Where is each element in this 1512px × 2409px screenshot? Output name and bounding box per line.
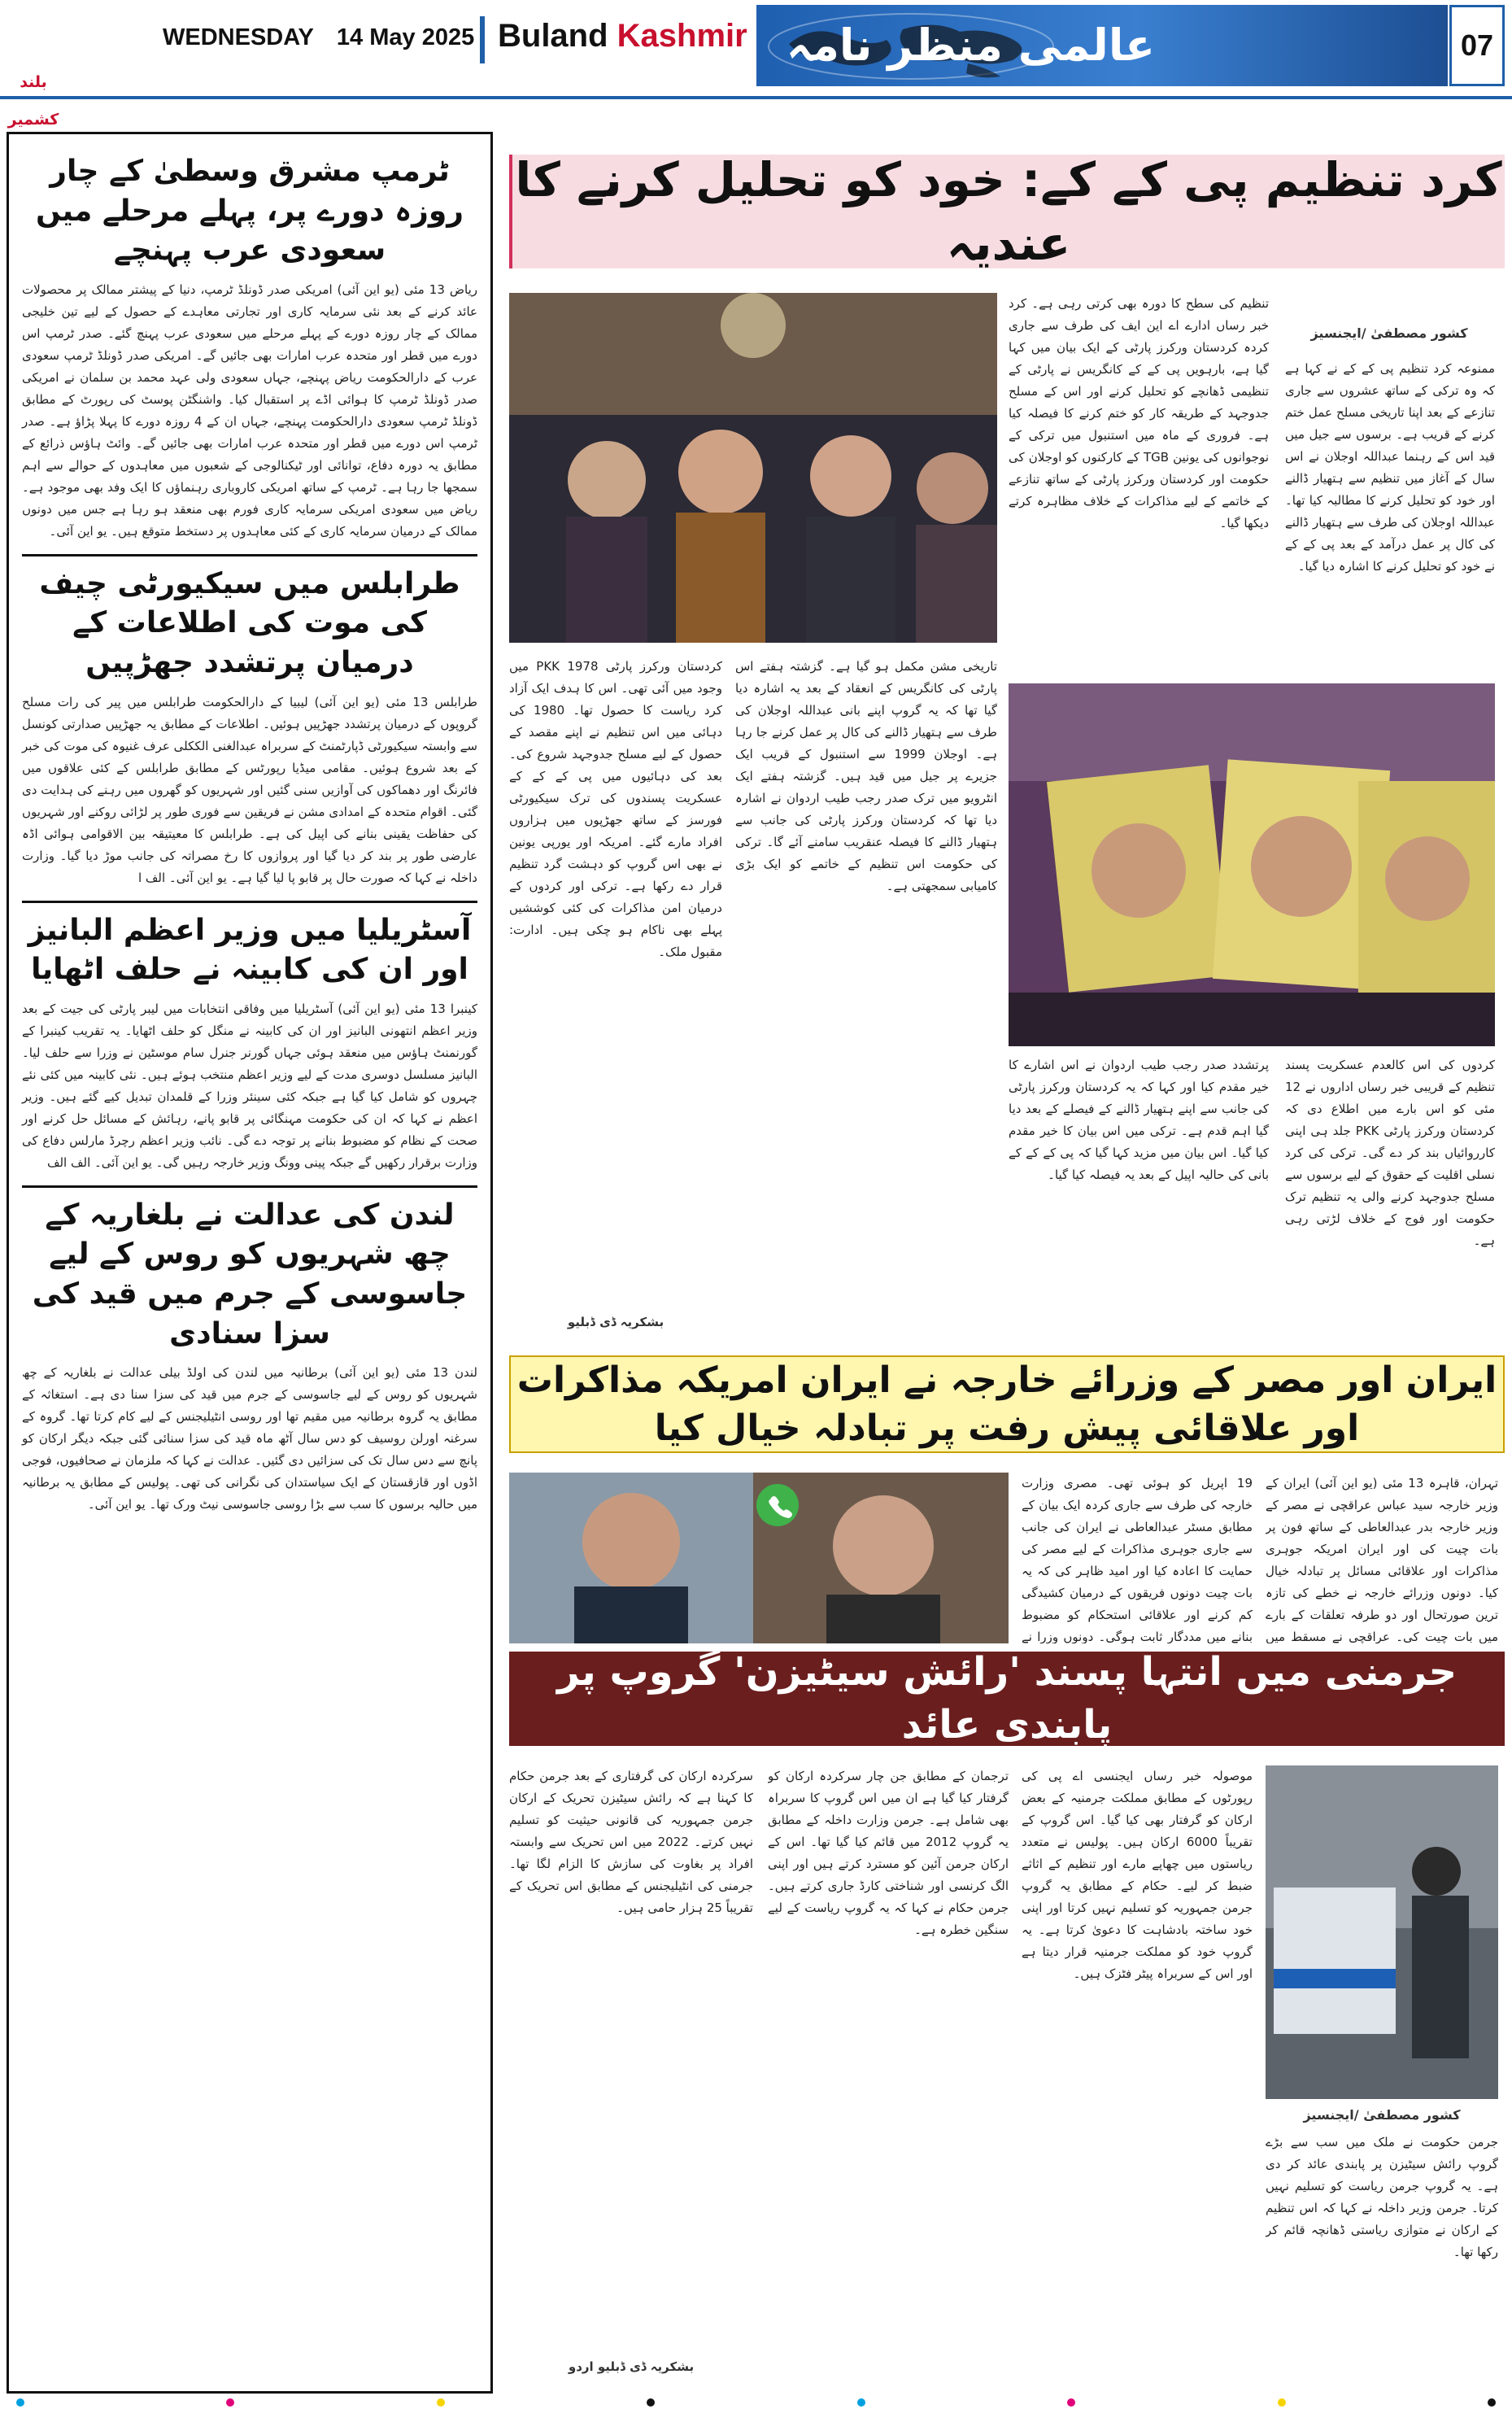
text-iran-col2: 19 اپریل کو ہوئی تھی۔ مصری وزارت خارجہ کی طرف سے جاری کردہ ایک بیان کے مطابق مسٹر عبدالعاطی نے ایران کی جانب سے جاری جوہری مذاکرات کے لیے مصر کی حمایت کا اعادہ کیا اور امید ظاہر کی کہ یہ بات چیت دونوں فریقوں کے درمیان کشیدگی کم کرنے اور علاقائی استحکام کو مضبوط بنانے میں مددگار ثابت ہوگی۔ دونوں وزرا نے xyxy=(1022,1476,1253,1643)
body-australia-cabinet: کینبرا 13 مئی (یو این آئی) آسٹریلیا میں وفاقی انتخابات میں لیبر پارٹی کی جیت کے بعد وزیر اعظم انتھونی البانیز اور ان کی کابینہ نے منگل کو حلف اٹھایا۔ یہ تقریب کینبرا کے گورنمنٹ ہاؤس میں منعقد ہوئی جہاں گورنر جنرل سام موسٹین نے وزرا سے حلف لیا۔ البانیز مسلسل دوسری مدت کے لیے وزیر اعظم منتخب ہوئے ہیں۔ نئی کابینہ میں کئی نئے چہروں کو شامل کیا گیا ہے جبکہ کئی سینئر وزرا کے قلمدان تبدیل کیے گئے ہیں۔ وزیر اعظم نے کہا کہ ان کی حکومت مہنگائی پر قابو پانے، رہائش کے مسائل حل کرنے اور صحت کے نظام کو مضبوط بنانے پر توجہ دے گی۔ نائب وزیر اعظم رچرڈ مارلس دفاع کی وزارت برقرار رکھیں گے جبکہ پینی وونگ وزیر خارجہ رہیں گی۔ یو این آئی۔ الف الف xyxy=(22,1001,477,1170)
text-iran-col1: تہران، قاہرہ 13 مئی (یو این آئی) ایران کے وزیر خارجہ سید عباس عراقچی نے مصر کے وزیر خارجہ بدر عبدالعاطی کے ساتھ فون پر بات چیت کی اور ایران امریکہ جوہری مذاکرات اور علاقائی مسائل پر تبادلہ خیال کیا۔ دونوں وزرائے خارجہ نے خطے کی تازہ ترین صورتحال اور دو طرفہ تعلقات کے بارے میں بات چیت کی۔ عراقچی نے مسقط میں xyxy=(1266,1476,1498,1643)
byline-germany: کشور مصطفیٰ /ایجنسیز xyxy=(1303,2107,1461,2123)
registration-dot xyxy=(647,2398,655,2407)
credit-germany: بشکریہ ڈی ڈبلیو اردو xyxy=(568,2359,695,2374)
column-separator xyxy=(22,1185,477,1188)
ministers-photo-icon xyxy=(509,1473,1009,1643)
text-pkk-col4: کردوں کی اس کالعدم عسکریت پسند تنظیم کے قریبی خبر رساں اداروں نے 12 مئی کو اس بارے میں اطلاع دی کہ کردستان ورکرز پارٹی PKK جلد ہی اپنی کارروائیاں بند کر دے گی۔ ترکی کی کرد نسلی اقلیت کے حقوق کے لیے برسوں سے مسلح جدوجہد کرنے والی یہ تنظیم ترک حکومت اور فوج کے خلاف لڑتی رہی ہے۔ xyxy=(1285,1058,1495,1248)
page-number: 07 xyxy=(1449,5,1505,86)
text-pkk-col5: تاریخی مشن مکمل ہو گیا ہے۔ گزشتہ ہفتے اس پارٹی کی کانگریس کے انعقاد کے بعد یہ اشارہ دیا گیا تھا کہ یہ گروپ اپنے بانی عبداللہ اوجلان کی طرف سے ہتھیار ڈالنے کی کال پر عمل کرنے جا رہا ہے۔ اوجلان 1999 سے استنبول کے قریب ایک جزیرے پر جیل میں قید ہیں۔ گزشتہ ہفتے ایک انٹرویو میں ترک صدر رجب طیب اردوان نے اشارہ دیا تھا کہ کردستان ورکرز پارٹی کی جانب سے ہتھیار ڈالنے کا فیصلہ عنقریب سامنے آئے گا۔ ترکی کی حکومت اس تنظیم کے خاتمے کو ایک بڑی کامیابی سمجھتی ہے۔ xyxy=(735,659,997,893)
paper-name xyxy=(498,18,747,55)
paper-name-part2: Kashmir xyxy=(617,18,747,54)
crowd-photo-icon xyxy=(509,293,997,643)
text-germany-col2: موصولہ خبر رساں ایجنسی اے پی کی رپورٹوں کے مطابق مملکت جرمنیہ کے بعض ارکان کو گرفتار بھی کیا گیا۔ اس گروپ کے تقریباً 6000 ارکان ہیں۔ پولیس نے متعدد ریاستوں میں چھاپے مارے اور تنظیم کے اثاثے ضبط کر لیے۔ حکام کے مطابق یہ گروپ جرمن جمہوریہ کو تسلیم نہیں کرتا اور اپنی خود ساختہ بادشاہت کا دعویٰ کرتا ہے۔ یہ گروپ خود کو مملکت جرمنیہ قرار دیتا ہے اور اس کے سربراہ پیٹر فٹزک ہیں۔ xyxy=(1022,1769,1253,1981)
weekday: WEDNESDAY xyxy=(163,24,314,50)
date-text: 14 May 2025 xyxy=(336,24,475,50)
credit-pkk: بشکریہ ڈی ڈبلیو xyxy=(567,1315,664,1329)
publication-date xyxy=(163,24,490,51)
photo-ocalan-posters xyxy=(1009,683,1495,1046)
left-news-column xyxy=(7,132,493,2394)
body-trump-visit: ریاض 13 مئی (یو این آئی) امریکی صدر ڈونلڈ ٹرمپ، دنیا کے پیشتر ممالک پر محصولات عائد کرنے کے بعد نئی سرمایہ کاری اور تجارتی معاہدے کے حصول کے لیے تین خلیجی ممالک کے چار روزہ دورے کے پہلے مرحلے میں سعودی عرب پہنچ گئے۔ صدر ٹرمپ اس دورے میں قطر اور متحدہ عرب امارات بھی جائیں گے۔ امریکی صدر ڈونلڈ ٹرمپ سعودی عرب کے دارالحکومت ریاض پہنچے، جہاں سعودی ولی عہد محمد بن سلمان نے امریکی صدر ڈونلڈ ٹرمپ کا ہوائی اڈے پر استقبال کیا۔ واشنگٹن پوسٹ کی رپورٹ کے مطابق ڈونلڈ ٹرمپ سعودی دارالحکومت پہنچے، جہاں ان کے 4 روزہ دورے کا پہلا پڑاؤ ہے۔ صدر ٹرمپ اس دورے میں قطر اور متحدہ عرب امارات بھی جائیں گے۔ وائٹ ہاؤس ذرائع کے مطابق یہ دورہ دفاع، توانائی اور ٹیکنالوجی کے شعبوں میں معاہدوں کے حوالے سے اہم سمجھا جا رہا ہے۔ ٹرمپ کے ساتھ امریکی کاروباری رہنماؤں کا ایک وفد بھی موجود ہے۔ ریاض میں سعودی امریکی سرمایہ کاری فورم بھی منعقد ہو رہا ہے جس میں دونوں ممالک کے درمیان سرمایہ کاری کے کئی معاہدوں پر دستخط متوقع ہیں۔ یو این آئی۔ xyxy=(22,281,477,539)
column-separator xyxy=(22,554,477,556)
color-registration-bar xyxy=(0,2398,1512,2409)
column-separator xyxy=(22,901,477,903)
police-photo-icon xyxy=(1266,1765,1498,2099)
header-rule xyxy=(0,96,1512,99)
text-germany-col1: جرمن حکومت نے ملک میں سب سے بڑے گروپ رائش سیٹیزن پر پابندی عائد کر دی ہے۔ یہ گروپ جرمن ریاست کو تسلیم نہیں کرتا۔ جرمن وزیر داخلہ نے کہا کہ اس تنظیم کے ارکان نے متوازی ریاستی ڈھانچہ قائم کر رکھا تھا۔ xyxy=(1266,2135,1498,2259)
registration-dot xyxy=(857,2398,865,2407)
text-pkk-col3: پرتشدد صدر رجب طیب اردوان نے اس اشارے کا خیر مقدم کیا اور کہا کہ یہ کردستان ورکرز پارٹی کی جانب سے اپنے ہتھیار ڈالنے کے فیصلے کے بعد دیا گیا اہم قدم ہے۔ ترکی میں اس بیان کا خیر مقدم کیا گیا۔ اس بیان میں مزید کہا گیا کہ پی کے کے کے بانی کی حالیہ اپیل کے بعد یہ فیصلہ کیا گیا۔ xyxy=(1009,1058,1269,1182)
headline-trump-visit: ٹرمپ مشرق وسطیٰ کے چار روزہ دورے پر، پہلے مرحلے میں سعودی عرب پہنچے xyxy=(35,155,464,268)
headline-box-germany xyxy=(509,1649,1505,1748)
posters-photo-icon xyxy=(1009,683,1495,1046)
photo-kurdish-gathering xyxy=(509,293,997,643)
text-pkk-col6: کردستان ورکرز پارٹی PKK 1978 میں وجود میں آئی تھی۔ اس کا ہدف ایک آزاد کرد ریاست کا حصول تھا۔ 1980 کی دہائی میں اس تنظیم نے اپنے مقصد کے حصول کے لیے مسلح جدوجہد شروع کی۔ بعد کی دہائیوں میں پی کے کے کے عسکریت پسندوں کی ترک سیکیورٹی فورسز کے ساتھ جھڑپوں میں ہزاروں افراد مارے گئے۔ امریکہ اور یورپی یونین نے بھی اس گروپ کو دہشت گرد تنظیم قرار دے رکھا ہے۔ ترکی اور کردوں کے درمیان امن مذاکرات کی کئی کوششیں پہلے بھی ناکام ہو چکی ہیں۔ ادارت: مقبول ملک۔ xyxy=(509,659,722,959)
newspaper-logo: بلند کشمیر xyxy=(7,73,59,129)
photo-german-police xyxy=(1266,1765,1498,2099)
headline-germany: جرمنی میں انتہا پسند 'رائش سیٹیزن' گروپ پر پابندی عائد xyxy=(556,1649,1458,1748)
headline-australia-cabinet: آسٹریلیا میں وزیر اعظم البانیز اور ان کی کابینہ نے حلف اٹھایا xyxy=(28,913,472,987)
text-pkk-col2: تنظیم کی سطح کا دورہ بھی کرتی رہی ہے۔ کرد خبر رساں ادارے اے این ایف کی طرف سے جاری کردہ کردستان ورکرز پارٹی کے ایک بیان میں کہا گیا ہے، بارہویں پی کے کے کانگریس نے پارٹی کے تنظیمی ڈھانچے کو تحلیل کرنے اور اس کے مسلح جدوجہد کے طریقہ کار کو ختم کرنے کا فیصلہ کیا ہے۔ فروری کے ماہ میں استنبول میں ترکی کے نوجوانوں کی یونین TGB کے کارکنوں کو اوجلان کی حکومت اور کردستان ورکرز پارٹی کے ساتھ تنازعے کے خاتمے کے لیے مذاکرات کے خلاف مظاہرہ کرتے دیکھا گیا۔ xyxy=(1009,296,1269,530)
registration-dot xyxy=(16,2398,24,2407)
ministers-photo-frame xyxy=(509,1473,1009,1643)
headline-iran-egypt: ایران اور مصر کے وزرائے خارجہ نے ایران امریکہ مذاکرات اور علاقائی پیش رفت پر تبادلہ خیال کیا xyxy=(516,1359,1497,1449)
section-title: عالمی منظر نامہ xyxy=(786,20,1155,71)
headline-box-iran-egypt xyxy=(509,1355,1505,1453)
registration-dot xyxy=(1278,2398,1286,2407)
headline-pkk: کرد تنظیم پی کے کے: خود کو تحلیل کرنے کا عندیہ xyxy=(515,151,1502,271)
byline-pkk: کشور مصطفیٰ /ایجنسیز xyxy=(1310,325,1468,341)
body-tripoli-clashes: طرابلس 13 مئی (یو این آئی) لیبیا کے دارالحکومت طرابلس میں پیر کی رات مسلح گروپوں کے درمیان پرتشدد جھڑپیں ہوئیں۔ اطلاعات کے مطابق یہ جھڑپیں صدارتی کونسل سے وابستہ سیکیورٹی ڈپارٹمنٹ کے سربراہ عبدالغنی الککلی عرف غنیوہ کی موت کی خبر کے بعد شروع ہوئیں۔ مقامی میڈیا رپورٹس کے مطابق طرابلس کے کئی علاقوں میں فائرنگ اور دھماکوں کی آوازیں سنی گئیں اور شہریوں کو گھروں میں رہنے کی ہدایت دی گئی۔ اقوام متحدہ کے امدادی مشن نے فریقین سے فوری طور پر لڑائی روکنے اور شہریوں کی حفاظت یقینی بنانے کی اپیل کی ہے۔ طرابلس کا معیتیقہ بین الاقوامی ہوائی اڈہ عارضی طور پر بند کر دیا گیا اور پروازوں کا رخ مصراتہ کی جانب موڑ دیا گیا۔ وزارت داخلہ نے کہا کہ صورت حال پر قابو پا لیا گیا ہے۔ یو این آئی۔ الف ا xyxy=(22,694,477,885)
registration-dot xyxy=(437,2398,445,2407)
text-pkk-col1: ممنوعہ کرد تنظیم پی کے کے نے کہا ہے کہ وہ ترکی کے ساتھ عشروں سے جاری تنازعے کے بعد اپنا تاریخی مسلح عمل ختم کرنے کے قریب ہے۔ برسوں سے جیل میں قید اس کے رہنما عبداللہ اوجلان نے اس سال کے آغاز میں تنظیم سے ہتھیار ڈالنے اور خود کو تحلیل کرنے کا مطالبہ کیا تھا۔ عبداللہ اوجلان کی طرف سے ہتھیار ڈالنے کی کال پر عمل درآمد کے بعد پی کے کے نے خود کو تحلیل کرنے کا اشارہ دیا گیا۔ xyxy=(1285,361,1495,574)
headline-tripoli-clashes: طرابلس میں سیکیورٹی چیف کی موت کی اطلاعات کے درمیان پرتشدد جھڑپیں xyxy=(39,566,460,679)
headline-london-spies: لندن کی عدالت نے بلغاریہ کے چھ شہریوں کو روس کے لیے جاسوسی کے جرم میں قید کی سزا سنادی xyxy=(32,1198,468,1351)
header-divider xyxy=(480,16,485,63)
registration-dot xyxy=(1067,2398,1075,2407)
body-london-spies: لندن 13 مئی (یو این آئی) برطانیہ میں لندن کی اولڈ بیلی عدالت نے بلغاریہ کے چھ شہریوں کو روس کے لیے جاسوسی کے جرم میں قید کی سزا سنا دی ہے۔ استغاثہ کے مطابق یہ گروہ برطانیہ میں مقیم تھا اور روسی انٹیلیجنس کے لیے کام کرتا تھا۔ گروہ کے سرغنہ اورلن روسیف کو دس سال آٹھ ماہ قید کی سزا سنائی گئی جبکہ دیگر ارکان کو پانچ سے دس سال تک کی سزائیں دی گئیں۔ عدالت نے کہا کہ ملزمان نے صحافیوں، فوجی اڈوں اور قازقستان کے ایک سیاستدان کی نگرانی کی تھی۔ پولیس کے مطابق یہ برطانیہ میں حالیہ برسوں کا سب سے بڑا روسی جاسوسی نیٹ ورک تھا۔ یو این آئی۔ xyxy=(22,1365,477,1512)
text-germany-col3: ترجمان کے مطابق جن چار سرکردہ ارکان کو گرفتار کیا گیا ہے ان میں اس گروپ کا سربراہ بھی شامل ہے۔ جرمن وزارت داخلہ کے مطابق یہ گروپ 2012 میں قائم کیا گیا تھا۔ اس کے ارکان جرمن آئین کو مسترد کرتے ہیں اور اپنی الگ کرنسی اور شناختی کارڈ جاری کرتے ہیں۔ جرمن حکام نے کہا کہ یہ گروپ ریاست کے لیے سنگین خطرہ ہے۔ xyxy=(768,1769,1009,1937)
registration-dot xyxy=(1488,2398,1496,2407)
paper-name-part1: Buland xyxy=(498,18,617,54)
registration-dot xyxy=(226,2398,234,2407)
text-germany-col4: سرکردہ ارکان کی گرفتاری کے بعد جرمن حکام کا کہنا ہے کہ رائش سیٹیزن تحریک کے ارکان جرمن جمہوریہ کی قانونی حیثیت کو تسلیم نہیں کرتے۔ 2022 میں اس تحریک سے وابستہ افراد پر بغاوت کی سازش کا الزام لگا تھا۔ جرمنی کی انٹیلیجنس کے مطابق اس تحریک کے تقریباً 25 ہزار حامی ہیں۔ xyxy=(509,1769,753,1915)
headline-box-pkk xyxy=(509,151,1505,271)
section-banner xyxy=(756,5,1448,86)
